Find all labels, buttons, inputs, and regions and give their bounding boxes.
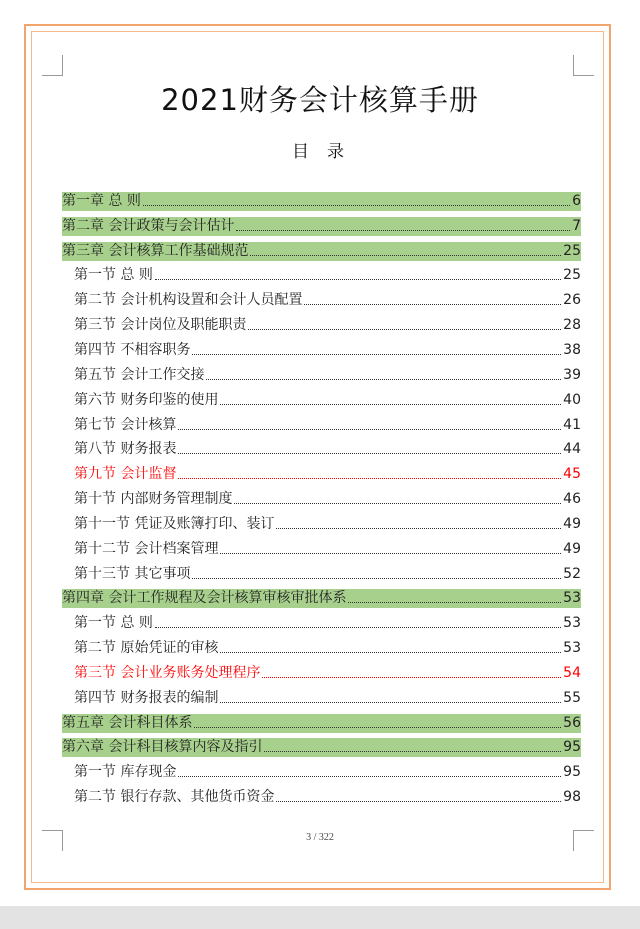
toc-entry-section[interactable]: [62, 462, 581, 487]
toc-entry-chapter[interactable]: [62, 189, 581, 214]
crop-mark-top-right: [573, 55, 594, 76]
toc-entry-label: 第三章 会计核算工作基础规范: [62, 242, 249, 259]
toc-entry-page: 56: [563, 714, 581, 731]
toc-entry-section[interactable]: [62, 313, 581, 338]
toc-entry-section[interactable]: [62, 388, 581, 413]
toc-entry-page: 95: [563, 739, 581, 756]
toc-entry-label: 第四节 不相容职务: [74, 341, 191, 358]
toc-entry-page: 52: [563, 565, 581, 582]
toc-entry-section[interactable]: [62, 264, 581, 289]
toc-leader-dots: [192, 577, 561, 579]
toc-leader-dots: [178, 775, 561, 777]
toc-leader-dots: [143, 204, 570, 206]
toc-entry-section[interactable]: [62, 537, 581, 562]
toc-entry-label: 第一节 总 则: [74, 267, 153, 284]
toc-entry-section[interactable]: [62, 413, 581, 438]
toc-leader-dots: [276, 527, 561, 529]
toc-entry-page: 28: [563, 317, 581, 334]
toc-entry-section[interactable]: [62, 636, 581, 661]
toc-leader-dots: [220, 701, 561, 703]
toc-entry-page: 7: [572, 217, 581, 234]
toc-entry-chapter[interactable]: [62, 239, 581, 264]
toc-leader-dots: [155, 278, 561, 280]
toc-entry-page: 44: [563, 441, 581, 458]
toc-entry-label: 第六节 财务印鉴的使用: [74, 391, 219, 408]
toc-entry-chapter[interactable]: [62, 214, 581, 239]
toc-entry-label: 第七节 会计核算: [74, 416, 177, 433]
toc-heading: 目录: [292, 142, 362, 162]
toc-entry-page: 54: [563, 664, 581, 681]
viewer-background: [0, 906, 640, 929]
toc-leader-dots: [234, 502, 561, 504]
toc-entry-page: 41: [563, 416, 581, 433]
toc-entry-page: 39: [563, 366, 581, 383]
toc-entry-label: 第二节 会计机构设置和会计人员配置: [74, 292, 303, 309]
toc-leader-dots: [192, 353, 561, 355]
table-of-contents: [62, 189, 581, 810]
toc-entry-chapter[interactable]: [62, 711, 581, 736]
toc-leader-dots: [220, 552, 561, 554]
toc-entry-label: 第九节 会计监督: [74, 466, 177, 483]
toc-entry-label: 第十节 内部财务管理制度: [74, 491, 233, 508]
toc-entry-label: 第四章 会计工作规程及会计核算审核审批体系: [62, 590, 347, 607]
toc-entry-section[interactable]: [62, 562, 581, 587]
toc-leader-dots: [304, 303, 561, 305]
toc-leader-dots: [178, 452, 561, 454]
toc-entry-page: 98: [563, 789, 581, 806]
toc-entry-section[interactable]: [62, 611, 581, 636]
toc-entry-page: 53: [563, 590, 581, 607]
toc-entry-label: 第十一节 凭证及账簿打印、装订: [74, 515, 275, 532]
toc-leader-dots: [276, 800, 561, 802]
toc-leader-dots: [220, 651, 561, 653]
toc-leader-dots: [264, 750, 561, 752]
toc-entry-page: 26: [563, 292, 581, 309]
toc-entry-label: 第五节 会计工作交接: [74, 366, 205, 383]
toc-leader-dots: [178, 477, 561, 479]
toc-entry-section[interactable]: [62, 437, 581, 462]
toc-entry-label: 第一节 总 则: [74, 615, 153, 632]
toc-entry-page: 25: [563, 242, 581, 259]
toc-entry-section[interactable]: [62, 288, 581, 313]
toc-entry-chapter[interactable]: [62, 736, 581, 761]
toc-entry-section[interactable]: [62, 785, 581, 810]
toc-entry-label: 第六章 会计科目核算内容及指引: [62, 739, 263, 756]
toc-entry-page: 40: [563, 391, 581, 408]
toc-entry-label: 第二节 原始凭证的审核: [74, 640, 219, 657]
toc-entry-section[interactable]: [62, 512, 581, 537]
toc-leader-dots: [250, 254, 561, 256]
toc-entry-label: 第五章 会计科目体系: [62, 714, 193, 731]
document-title: 2021财务会计核算手册: [161, 83, 479, 117]
toc-entry-page: 38: [563, 341, 581, 358]
toc-entry-label: 第四节 财务报表的编制: [74, 689, 219, 706]
toc-entry-section[interactable]: [62, 363, 581, 388]
toc-entry-page: 53: [563, 615, 581, 632]
toc-leader-dots: [348, 601, 561, 603]
toc-entry-label: 第八节 财务报表: [74, 441, 177, 458]
toc-leader-dots: [220, 403, 561, 405]
toc-leader-dots: [236, 229, 570, 231]
toc-entry-label: 第十三节 其它事项: [74, 565, 191, 582]
toc-entry-label: 第十二节 会计档案管理: [74, 540, 219, 557]
toc-entry-page: 55: [563, 689, 581, 706]
toc-leader-dots: [194, 726, 561, 728]
toc-entry-section[interactable]: [62, 338, 581, 363]
toc-entry-page: 45: [563, 466, 581, 483]
toc-entry-page: 6: [572, 192, 581, 209]
toc-entry-page: 46: [563, 491, 581, 508]
toc-entry-label: 第一章 总 则: [62, 192, 141, 209]
toc-entry-page: 53: [563, 640, 581, 657]
toc-entry-section[interactable]: [62, 686, 581, 711]
toc-entry-section[interactable]: [62, 760, 581, 785]
toc-leader-dots: [155, 626, 561, 628]
toc-entry-label: 第二章 会计政策与会计估计: [62, 217, 235, 234]
toc-entry-page: 49: [563, 515, 581, 532]
toc-entry-section[interactable]: [62, 487, 581, 512]
toc-entry-section[interactable]: [62, 661, 581, 686]
toc-entry-label: 第三节 会计岗位及职能职责: [74, 317, 247, 334]
toc-entry-chapter[interactable]: [62, 587, 581, 612]
toc-leader-dots: [178, 428, 561, 430]
toc-entry-label: 第二节 银行存款、其他货币资金: [74, 789, 275, 806]
crop-mark-top-left: [42, 55, 63, 76]
toc-entry-page: 95: [563, 764, 581, 781]
page-number: 3 / 322: [306, 832, 334, 843]
toc-leader-dots: [262, 676, 561, 678]
toc-leader-dots: [248, 328, 561, 330]
toc-entry-page: 49: [563, 540, 581, 557]
toc-leader-dots: [206, 378, 561, 380]
toc-entry-label: 第一节 库存现金: [74, 764, 177, 781]
toc-entry-page: 25: [563, 267, 581, 284]
toc-entry-label: 第三节 会计业务账务处理程序: [74, 664, 261, 681]
